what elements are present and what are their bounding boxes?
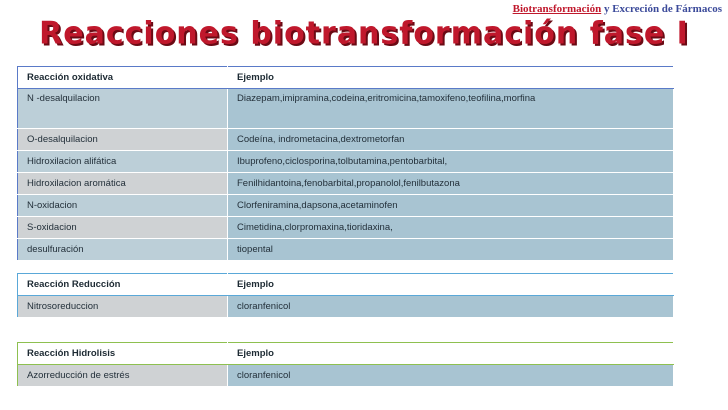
reaction-cell: Azorreducción de estrés [18, 365, 228, 387]
reaction-cell: desulfuración [18, 239, 228, 261]
example-cell: Ibuprofeno,ciclosporina,tolbutamina,pentobarbital, [228, 151, 674, 173]
subtitle-highlight: Biotransformación [512, 3, 602, 15]
table-row [18, 365, 674, 387]
header-reaction: Reacción oxidativa [18, 67, 228, 89]
header-example: Ejemplo [228, 274, 674, 296]
reaction-cell: Hidroxilacion aromática [18, 173, 228, 195]
header-reaction: Reacción Hidrolisis [18, 343, 228, 365]
table-row [18, 151, 674, 173]
example-cell: Codeína, indrometacina,dextrometorfan [228, 129, 674, 151]
reaction-cell: Nitrosoreduccion [18, 296, 228, 318]
example-cell: cloranfenicol [228, 365, 674, 387]
reaction-cell: Hidroxilacion alifática [18, 151, 228, 173]
header-example: Ejemplo [228, 67, 674, 89]
table-header-row [18, 343, 674, 365]
example-cell: cloranfenicol [228, 296, 674, 318]
example-cell: Cimetidina,clorpromaxina,tioridaxina, [228, 217, 674, 239]
table-row [18, 89, 674, 129]
table-header-row [18, 67, 674, 89]
subtitle-rest: y Excreción de Fármacos [601, 3, 722, 15]
example-cell: tiopental [228, 239, 674, 261]
header-example: Ejemplo [228, 343, 674, 365]
example-cell: Fenilhidantoina,fenobarbital,propanolol,fenilbutazona [228, 173, 674, 195]
example-cell: Clorfeniramina,dapsona,acetaminofen [228, 195, 674, 217]
example-cell: Diazepam,imipramina,codeina,eritromicina,tamoxifeno,teofilina,morfina [228, 89, 674, 129]
reaction-cell: O-desalquilacion [18, 129, 228, 151]
reduction-reactions-table [17, 273, 674, 318]
hydrolysis-reactions-table [17, 342, 674, 387]
table-row [18, 195, 674, 217]
slide-title: Reacciones biotransformación fase I [39, 15, 689, 52]
table-row [18, 217, 674, 239]
presentation-subtitle [513, 3, 722, 15]
reaction-cell: N-oxidacion [18, 195, 228, 217]
table-header-row [18, 274, 674, 296]
oxidative-reactions-table [17, 66, 674, 261]
table-row [18, 239, 674, 261]
table-row [18, 173, 674, 195]
table-row [18, 129, 674, 151]
reaction-cell: S-oxidacion [18, 217, 228, 239]
table-row [18, 296, 674, 318]
reaction-cell: N -desalquilacion [18, 89, 228, 129]
header-reaction: Reacción Reducción [18, 274, 228, 296]
